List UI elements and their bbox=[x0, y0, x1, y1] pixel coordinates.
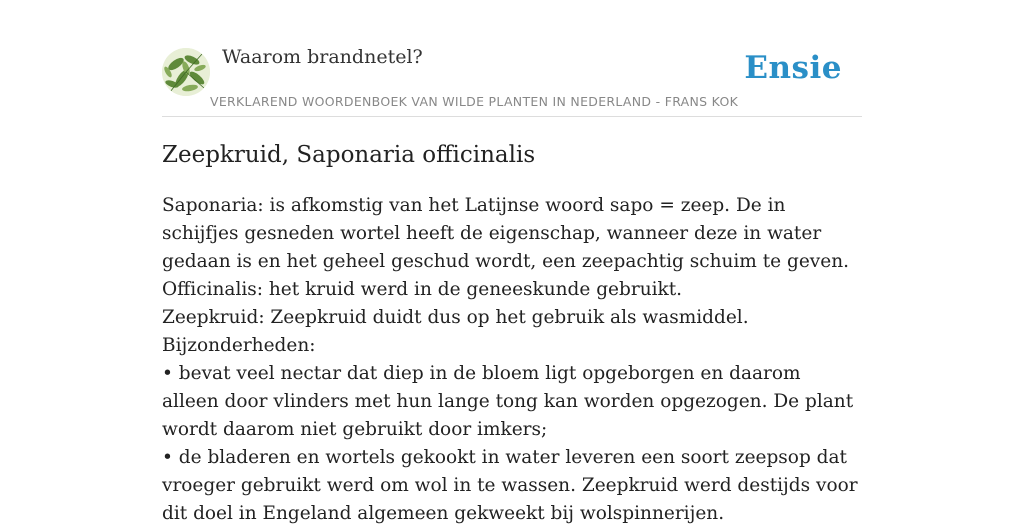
paragraph-zeepkruid: Zeepkruid: Zeepkruid duidt dus op het gebruik als wasmiddel. bbox=[162, 307, 749, 328]
site-header bbox=[162, 44, 862, 117]
article-title: Zeepkruid, Saponaria officinalis bbox=[162, 142, 536, 168]
nettle-leaves-icon[interactable] bbox=[162, 48, 210, 96]
paragraph-saponaria: Saponaria: is afkomstig van het Latijnse woord sapo = zeep. De in schijfjes gesneden wortel heeft de eigenschap, wanneer deze in water gedaan is en het geheel geschud wordt, een zeepachtig schuim te geven. bbox=[162, 195, 849, 272]
article-body bbox=[162, 192, 862, 528]
paragraph-bullet-bladeren: • de bladeren en wortels gekookt in water leveren een soort zeepsop dat vroeger gebruikt werd om wol in te wassen. Zeepkruid werd destijds voor dit doel in Engeland algemeen gekweekt bij wolspinnerijen. bbox=[162, 447, 858, 524]
article bbox=[162, 138, 862, 528]
paragraph-bijzonderheden: Bijzonderheden: bbox=[162, 335, 316, 356]
source-subtitle[interactable]: VERKLAREND WOORDENBOEK VAN WILDE PLANTEN IN NEDERLAND - FRANS KOK bbox=[210, 94, 739, 109]
site-title[interactable]: Waarom brandnetel? bbox=[222, 46, 423, 68]
paragraph-officinalis: Officinalis: het kruid werd in de geneeskunde gebruikt. bbox=[162, 279, 683, 300]
brand-logo[interactable]: Ensie bbox=[744, 50, 842, 86]
paragraph-bullet-nectar: • bevat veel nectar dat diep in de bloem ligt opgeborgen en daarom alleen door vlinders met hun lange tong kan worden opgezogen. De plant wordt daarom niet gebruikt door imkers; bbox=[162, 363, 854, 440]
